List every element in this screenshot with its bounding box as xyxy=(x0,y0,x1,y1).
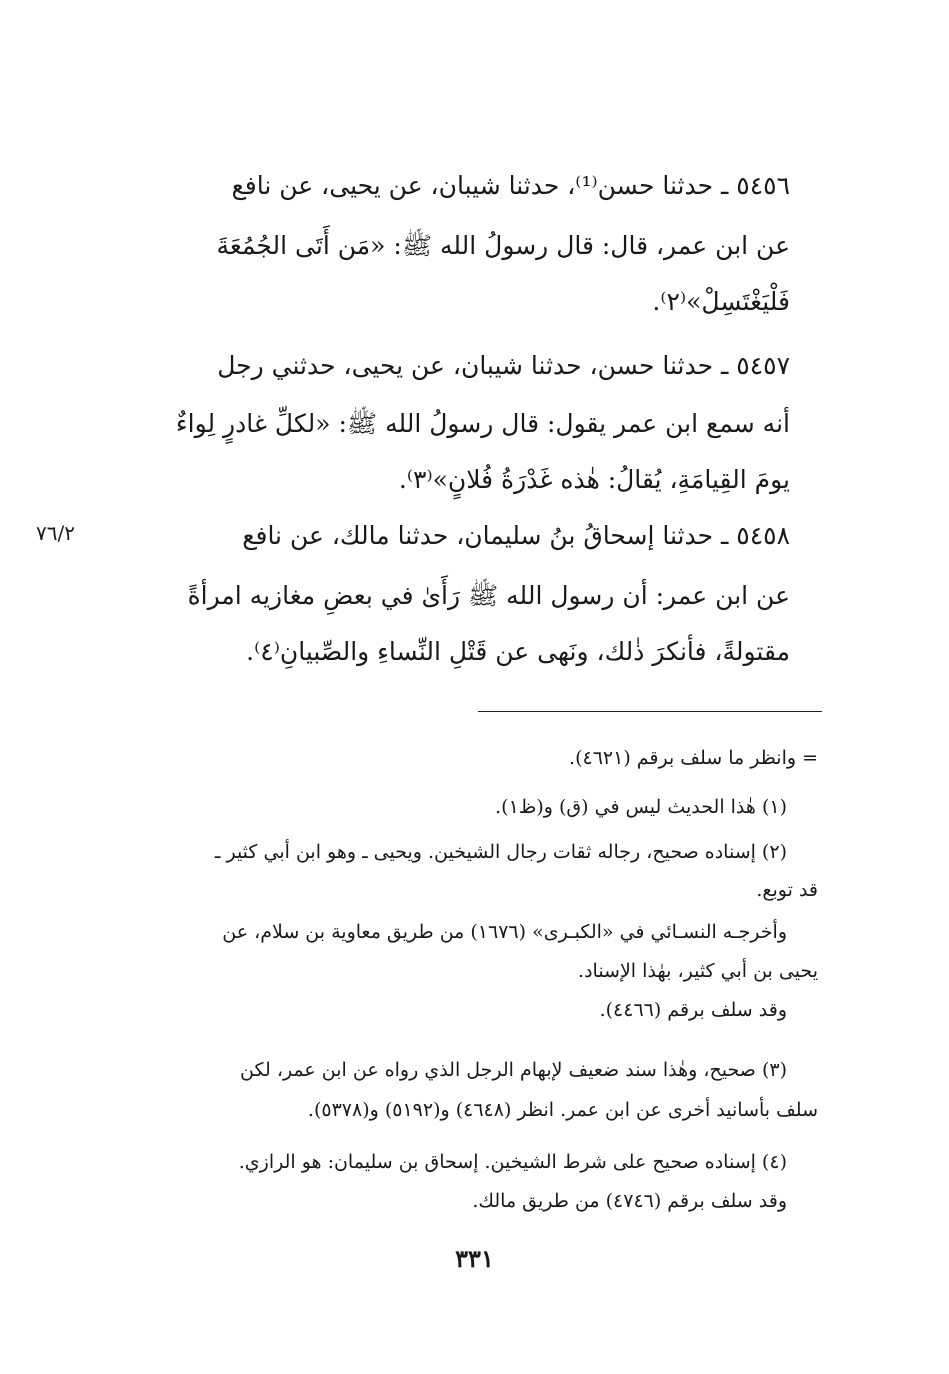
footnote-2-line-3: وأخرجـه النسـائي في «الكبـرى» (١٦٧٦) من طريق معاوية بن سلام، عن xyxy=(222,921,787,943)
hadith-5458-line-2: عن ابن عمر: أن رسول الله ﷺ رَأَىٰ في بعضِ مغازيه امرأةً xyxy=(187,581,790,610)
footnote-1: (١) هٰذا الحديث ليس في (ق) و(ظ١). xyxy=(495,796,787,818)
hadith-5457-line-1: ٥٤٥٧ ـ حدثنا حسن، حدثنا شيبان، عن يحيى، حدثني رجل xyxy=(217,351,790,380)
footnote-2-line-2: قد توبع. xyxy=(756,879,818,901)
hadith-5458-line-1: ٥٤٥٨ ـ حدثنا إسحاقُ بنُ سليمان، حدثنا مالك، عن نافع xyxy=(242,521,790,550)
side-reference: ٧٦/٢ xyxy=(36,521,75,545)
footnote-separator xyxy=(478,711,822,712)
hadith-5456-line-3: فَلْيَغْتَسِلْ»⁽٢⁾. xyxy=(652,287,790,316)
footnote-2-line-4: يحيى بن أبي كثير، بهٰذا الإسناد. xyxy=(578,960,818,982)
hadith-5457-line-2: أنه سمع ابن عمر يقول: قال رسولُ الله ﷺ: «لكلِّ غادرٍ لِواءٌ xyxy=(175,409,790,438)
footnote-3-line-2: سلف بأسانيد أخرى عن ابن عمر. انظر (٤٦٤٨) و(٥١٩٢) و(٥٣٧٨). xyxy=(307,1099,818,1121)
footnote-3-line-1: (٣) صحيح، وهٰذا سند ضعيف لإبهام الرجل الذي رواه عن ابن عمر، لكن xyxy=(240,1059,787,1081)
hadith-5456-line-2: عن ابن عمر، قال: قال رسولُ الله ﷺ: «مَن أَتَى الجُمُعَةَ xyxy=(216,231,790,260)
page-number: ٣٣١ xyxy=(455,1244,494,1273)
footnote-2-line-1: (٢) إسناده صحيح، رجاله ثقات رجال الشيخين. ويحيى ـ وهو ابن أبي كثير ـ xyxy=(214,841,787,863)
footnote-continuation: = وانظر ما سلف برقم (٤٦٢١). xyxy=(569,747,818,769)
footnote-4-line-1: (٤) إسناده صحيح على شرط الشيخين. إسحاق بن سليمان: هو الرازي. xyxy=(238,1151,787,1173)
footnote-4-line-2: وقد سلف برقم (٤٧٤٦) من طريق مالك. xyxy=(472,1190,787,1212)
hadith-5457-line-3: يومَ القِيامَةِ، يُقالُ: هٰذه غَدْرَةُ فُلانٍ»⁽٣⁾. xyxy=(398,465,790,494)
footnote-2-line-5: وقد سلف برقم (٤٤٦٦). xyxy=(599,999,787,1021)
hadith-5456-line-1: ٥٤٥٦ ـ حدثنا حسن⁽¹⁾، حدثنا شيبان، عن يحيى، عن نافع xyxy=(231,171,790,200)
hadith-5458-line-3: مقتولةً، فأنكرَ ذٰلك، ونَهى عن قَتْلِ النِّساءِ والصِّبيانِ⁽٤⁾. xyxy=(246,637,790,666)
